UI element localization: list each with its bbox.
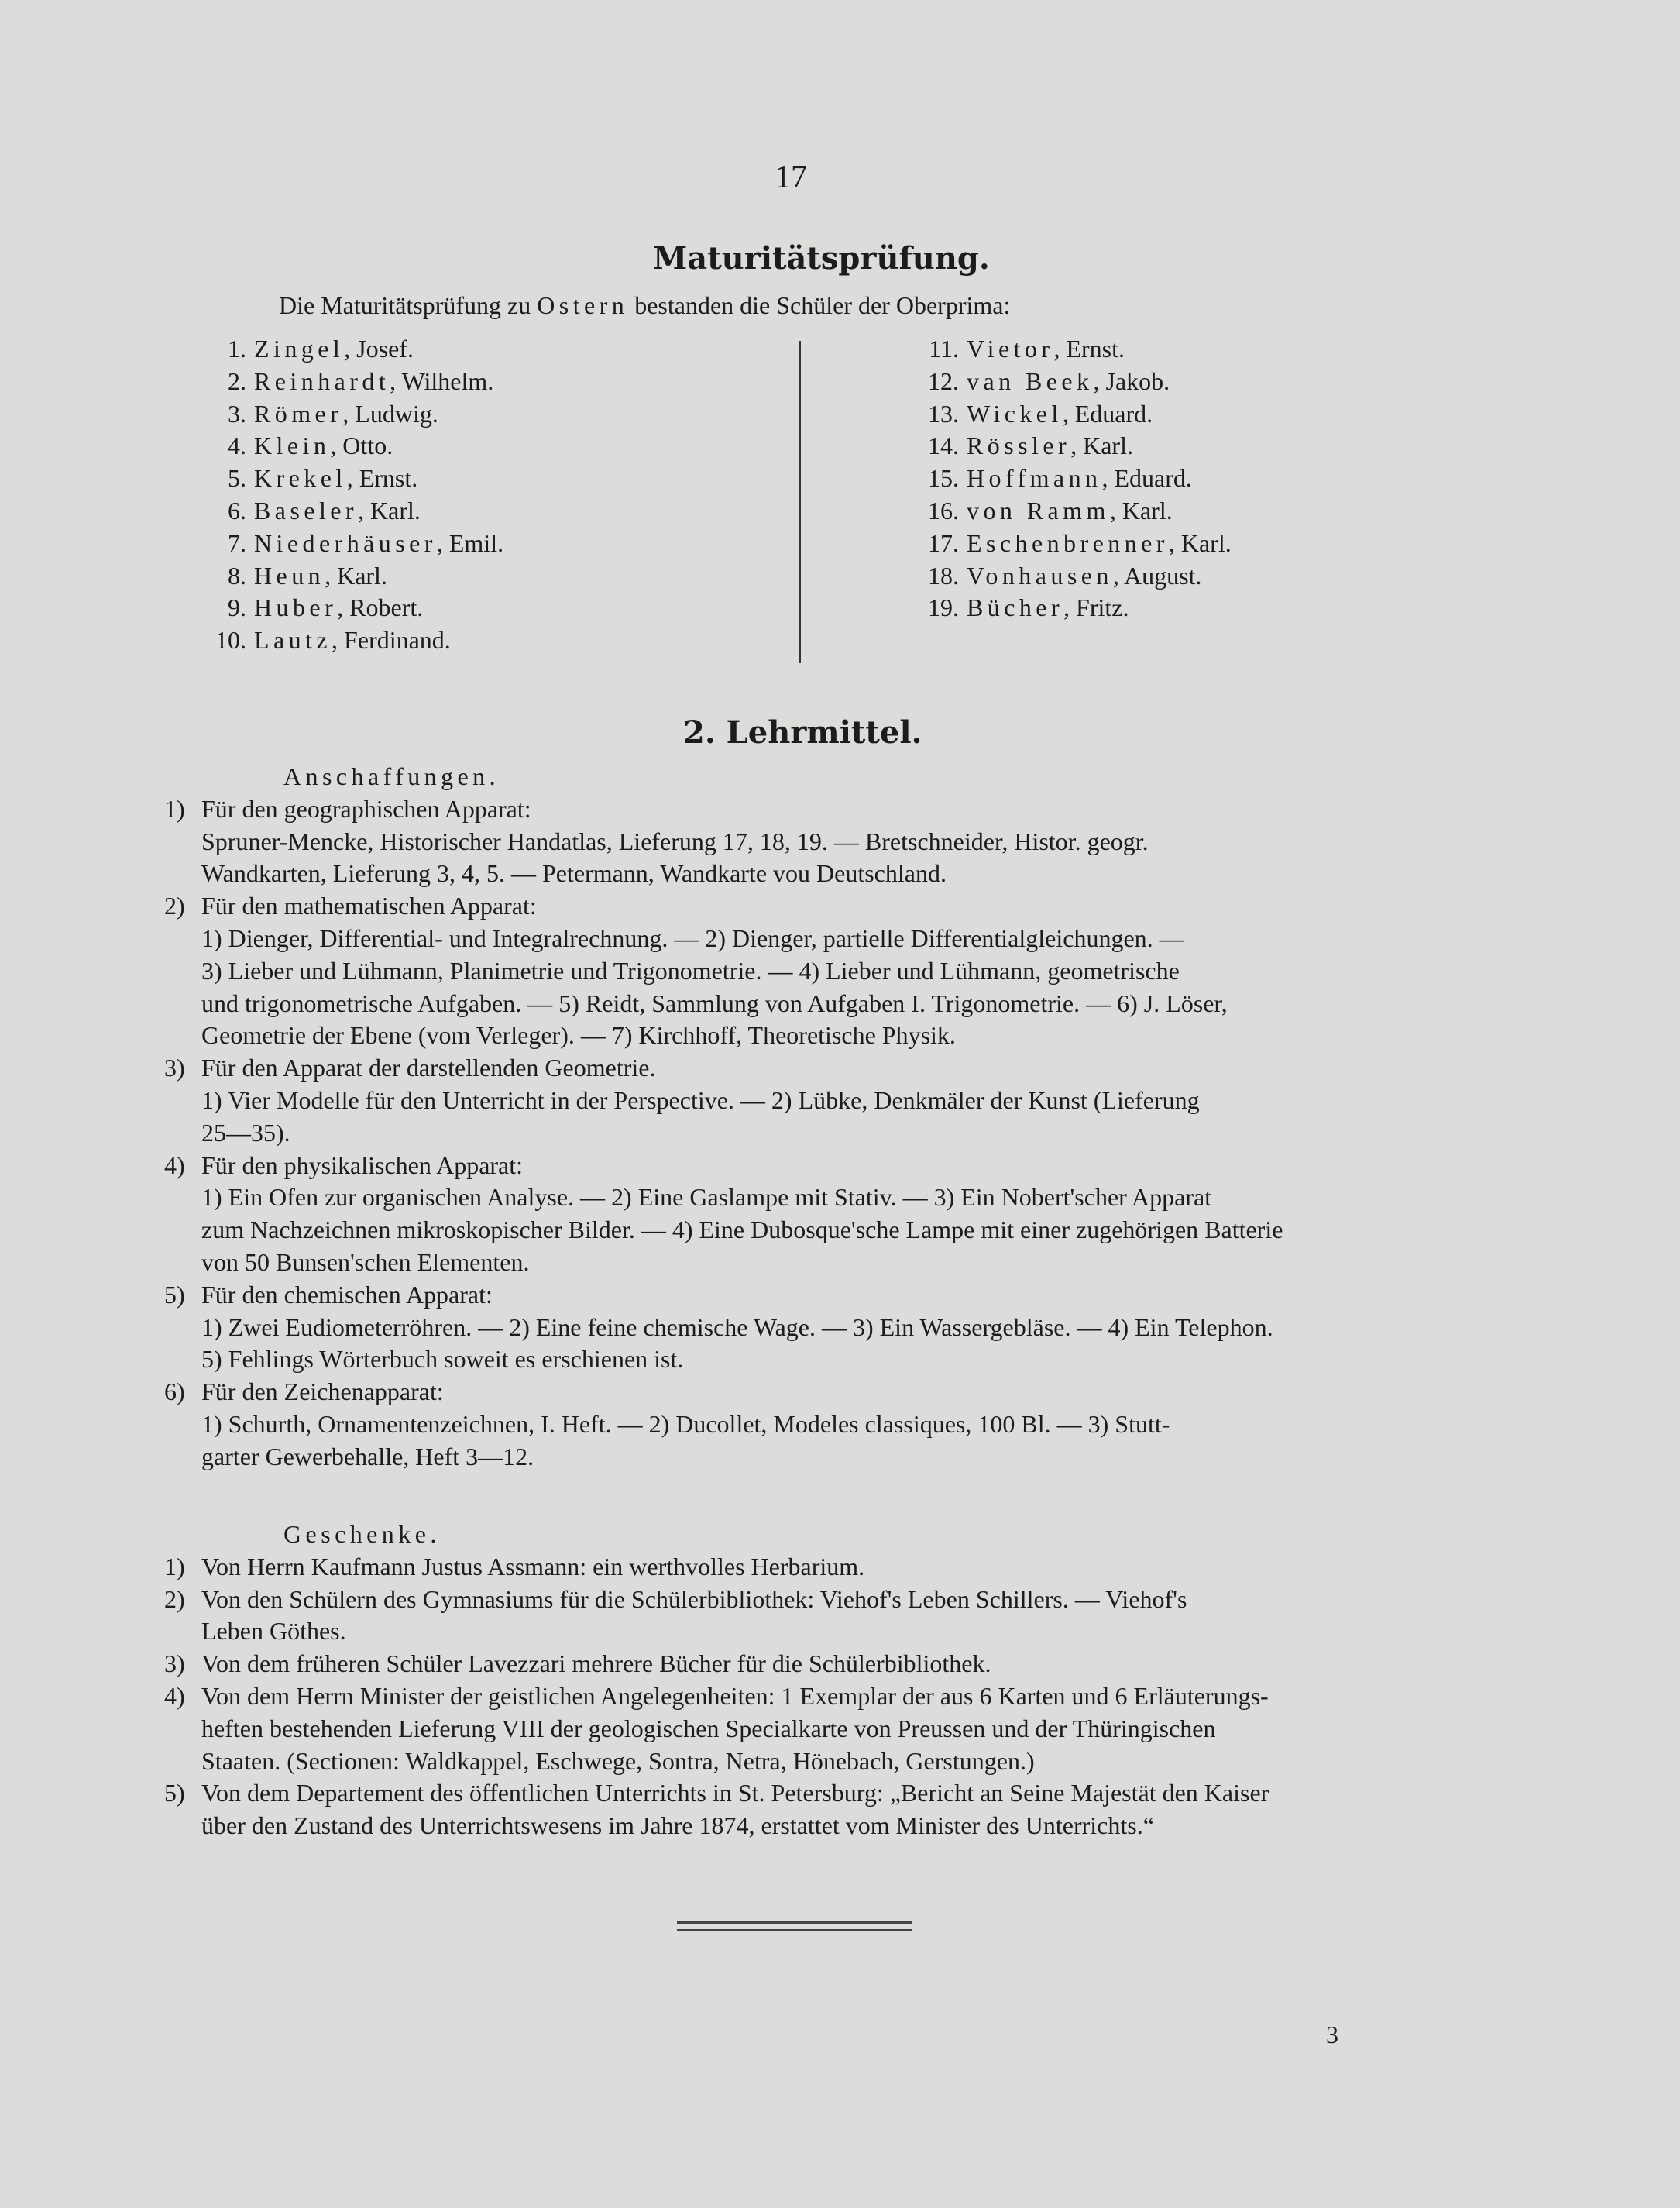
graduate-entry: 13. Wickel, Eduard. bbox=[914, 398, 1232, 431]
graduate-surname: Krekel bbox=[254, 464, 347, 493]
graduate-entry: 2. Reinhardt, Wilhelm. bbox=[201, 366, 503, 398]
graduate-given-name: Karl. bbox=[370, 496, 421, 524]
graduate-given-name: Robert. bbox=[349, 593, 424, 622]
intro-text-end: bestanden die Schüler der Oberprima: bbox=[628, 291, 1011, 319]
donation-text: über den Zustand des Unterrichtswesens im Jahre 1874, erstattet vom Minister des Unterrichts.“ bbox=[201, 1811, 1154, 1840]
acquisition-text: garter Gewerbehalle, Heft 3—12. bbox=[201, 1442, 534, 1470]
graduate-number: 19. bbox=[928, 593, 959, 622]
graduate-entry: 16. von Ramm, Karl. bbox=[914, 495, 1232, 528]
graduate-given-name: Karl. bbox=[337, 561, 387, 590]
graduate-number: 15. bbox=[928, 464, 959, 493]
graduate-given-name: Eduard. bbox=[1074, 399, 1153, 428]
graduate-given-name: Ernst. bbox=[359, 464, 418, 493]
graduate-number: 12. bbox=[928, 366, 959, 395]
graduate-entry: 18. Vonhausen, August. bbox=[914, 560, 1232, 593]
graduate-entry: 19. Bücher, Fritz. bbox=[914, 592, 1232, 624]
acquisition-text: 1) Schurth, Ornamentenzeichnen, I. Heft. — 2) Ducollet, Modeles classiques, 100 Bl. — 3) Stutt- bbox=[201, 1409, 1170, 1438]
graduate-number: 1. bbox=[228, 335, 246, 363]
graduate-entry: 12. van Beek, Jakob. bbox=[914, 366, 1232, 398]
graduate-surname: Lautz bbox=[254, 626, 332, 655]
graduate-number: 14. bbox=[928, 432, 959, 460]
donation-item: 5) Von dem Departement des öffentlichen Unterrichts in St. Petersburg: „Bericht an Seine Majestät den Kaiser bbox=[164, 1779, 1269, 1807]
donation-item: 4) Von dem Herrn Minister der geistlichen Angelegenheiten: 1 Exemplar der aus 6 Karten und 6 Erläuterungs- bbox=[164, 1681, 1269, 1710]
donation-text: Staaten. (Sectionen: Waldkappel, Eschwege, Sontra, Netra, Hönebach, Gerstungen.) bbox=[201, 1746, 1035, 1775]
graduate-entry: 6. Baseler, Karl. bbox=[201, 495, 503, 528]
graduate-number: 17. bbox=[928, 528, 959, 557]
acquisition-text: Spruner-Mencke, Historischer Handatlas, Lieferung 17, 18, 19. — Bretschneider, Histor. geogr. bbox=[201, 827, 1149, 855]
graduate-number: 2. bbox=[228, 366, 246, 395]
acquisition-text: 1) Vier Modelle für den Unterricht in der Perspective. — 2) Lübke, Denkmäler der Kunst (Lieferung bbox=[201, 1085, 1200, 1114]
graduate-number: 3. bbox=[228, 399, 246, 428]
graduate-given-name: August. bbox=[1124, 561, 1202, 590]
graduate-given-name: Eduard. bbox=[1114, 464, 1192, 493]
graduate-given-name: Karl. bbox=[1180, 528, 1232, 557]
graduate-surname: Rössler bbox=[967, 432, 1071, 460]
graduate-surname: Reinhardt bbox=[254, 366, 390, 395]
graduate-number: 10. bbox=[215, 626, 246, 655]
donation-text: heften bestehenden Lieferung VIII der geologischen Specialkarte von Preussen und der Thüringischen bbox=[201, 1714, 1216, 1742]
signature-mark: 3 bbox=[1326, 2021, 1338, 2048]
acquisition-item: 5) Für den chemischen Apparat: bbox=[164, 1280, 493, 1309]
graduate-number: 8. bbox=[228, 561, 246, 590]
acquisition-text: 1) Ein Ofen zur organischen Analyse. — 2) Eine Gaslampe mit Stativ. — 3) Ein Nobert'scher Apparat bbox=[201, 1183, 1212, 1212]
graduate-number: 9. bbox=[228, 593, 246, 622]
acquisition-text: 25—35). bbox=[201, 1118, 290, 1147]
graduate-entry: 7. Niederhäuser, Emil. bbox=[201, 528, 503, 560]
graduate-given-name: Ferdinand. bbox=[344, 626, 451, 655]
acquisition-item: 3) Für den Apparat der darstellenden Geometrie. bbox=[164, 1054, 656, 1082]
donation-text: Leben Göthes. bbox=[201, 1617, 346, 1646]
graduate-surname: Huber bbox=[254, 593, 338, 622]
graduate-surname: Klein bbox=[254, 432, 331, 460]
graduate-given-name: Emil. bbox=[448, 528, 504, 557]
acquisition-item: 6) Für den Zeichenapparat: bbox=[164, 1377, 444, 1406]
donations-block bbox=[164, 1518, 1476, 1842]
graduate-number: 11. bbox=[929, 335, 959, 363]
graduate-number: 4. bbox=[228, 432, 246, 460]
page-number: 17 bbox=[775, 160, 807, 195]
graduate-entry: 11. Vietor, Ernst. bbox=[914, 333, 1232, 366]
graduate-surname: Heun bbox=[254, 561, 325, 590]
acquisitions-block bbox=[164, 761, 1476, 1474]
graduate-surname: Hoffmann bbox=[967, 464, 1102, 493]
graduate-surname: Zingel bbox=[254, 335, 345, 363]
graduate-number: 18. bbox=[928, 561, 959, 590]
graduate-entry: 15. Hoffmann, Eduard. bbox=[914, 463, 1232, 495]
exam-intro bbox=[279, 291, 1010, 320]
graduate-surname: Vonhausen bbox=[967, 561, 1113, 590]
graduate-given-name: Wilhelm. bbox=[401, 366, 494, 395]
graduate-given-name: Ernst. bbox=[1066, 335, 1125, 363]
graduate-given-name: Otto. bbox=[342, 432, 393, 460]
graduate-entry: 14. Rössler, Karl. bbox=[914, 430, 1232, 463]
graduate-surname: von Ramm bbox=[967, 496, 1110, 524]
donation-item: 3) Von dem früheren Schüler Lavezzari mehrere Bücher für die Schülerbibliothek. bbox=[164, 1649, 991, 1678]
graduate-given-name: Josef. bbox=[356, 335, 414, 363]
graduate-surname: Wickel bbox=[967, 399, 1063, 428]
section-title-maturitaetspruefung: Maturitätsprüfung. bbox=[653, 240, 990, 277]
closing-rule-bottom bbox=[677, 1929, 912, 1931]
graduate-entry: 4. Klein, Otto. bbox=[201, 430, 503, 463]
acquisition-item: 2) Für den mathematischen Apparat: bbox=[164, 892, 537, 920]
graduate-surname: Eschenbrenner bbox=[967, 528, 1169, 557]
graduate-number: 13. bbox=[928, 399, 959, 428]
intro-text: Die Maturitätsprüfung zu bbox=[279, 291, 538, 319]
graduate-entry: 17. Eschenbrenner, Karl. bbox=[914, 528, 1232, 560]
acquisition-item: 1) Für den geographischen Apparat: bbox=[164, 794, 531, 823]
graduate-entry: 1. Zingel, Josef. bbox=[201, 333, 503, 366]
graduate-number: 6. bbox=[228, 496, 246, 524]
graduate-surname: van Beek bbox=[967, 366, 1094, 395]
graduate-given-name: Jakob. bbox=[1105, 366, 1170, 395]
graduate-number: 7. bbox=[228, 528, 246, 557]
graduate-surname: Niederhäuser bbox=[254, 528, 437, 557]
graduate-surname: Vietor bbox=[967, 335, 1054, 363]
acquisition-text: 1) Zwei Eudiometerröhren. — 2) Eine feine chemische Wage. — 3) Ein Wassergebläse. — 4) Ein Telephon. bbox=[201, 1312, 1273, 1341]
acquisition-text: 1) Dienger, Differential- und Integralrechnung. — 2) Dienger, partielle Differentialgleichungen. — bbox=[201, 923, 1184, 952]
acquisition-text: Geometrie der Ebene (vom Verleger). — 7) Kirchhoff, Theoretische Physik. bbox=[201, 1021, 956, 1050]
donation-item: 2) Von den Schülern des Gymnasiums für die Schülerbibliothek: Viehof's Leben Schillers. — Viehof's bbox=[164, 1584, 1187, 1613]
graduate-list-left bbox=[201, 333, 503, 657]
acquisition-text: zum Nachzeichnen mikroskopischer Bilder. — 4) Eine Dubosque'sche Lampe mit einer zugehörigen Batterie bbox=[201, 1216, 1283, 1244]
graduate-surname: Römer bbox=[254, 399, 343, 428]
intro-term: Ostern bbox=[537, 291, 629, 319]
graduate-entry: 8. Heun, Karl. bbox=[201, 560, 503, 593]
acquisitions-heading: Anschaffungen. bbox=[283, 762, 500, 790]
graduate-given-name: Karl. bbox=[1083, 432, 1133, 460]
graduate-number: 5. bbox=[228, 464, 246, 493]
graduate-number: 16. bbox=[928, 496, 959, 524]
graduate-entry: 10. Lautz, Ferdinand. bbox=[201, 624, 503, 657]
donation-item: 1) Von Herrn Kaufmann Justus Assmann: ein werthvolles Herbarium. bbox=[164, 1552, 865, 1580]
graduate-list-right bbox=[914, 333, 1232, 624]
section-title-lehrmittel: 2. Lehrmittel. bbox=[683, 714, 922, 751]
acquisition-text: 5) Fehlings Wörterbuch soweit es erschienen ist. bbox=[201, 1345, 684, 1374]
column-divider bbox=[799, 341, 801, 663]
graduate-given-name: Karl. bbox=[1122, 496, 1173, 524]
graduate-surname: Baseler bbox=[254, 496, 359, 524]
acquisition-text: und trigonometrische Aufgaben. — 5) Reidt, Sammlung von Aufgaben I. Trigonometrie. — 6) J. Löser, bbox=[201, 989, 1228, 1017]
graduate-entry: 3. Römer, Ludwig. bbox=[201, 398, 503, 431]
graduate-surname: Bücher bbox=[967, 593, 1064, 622]
closing-rule-top bbox=[677, 1921, 912, 1924]
acquisition-text: Wandkarten, Lieferung 3, 4, 5. — Petermann, Wandkarte vou Deutschland. bbox=[201, 859, 947, 888]
graduate-entry: 5. Krekel, Ernst. bbox=[201, 463, 503, 495]
acquisition-text: 3) Lieber und Lühmann, Planimetrie und Trigonometrie. — 4) Lieber und Lühmann, geometrische bbox=[201, 956, 1180, 985]
graduate-given-name: Fritz. bbox=[1076, 593, 1129, 622]
graduate-entry: 9. Huber, Robert. bbox=[201, 592, 503, 624]
acquisition-text: von 50 Bunsen'schen Elementen. bbox=[201, 1247, 530, 1276]
donations-heading: Geschenke. bbox=[283, 1520, 441, 1548]
graduate-given-name: Ludwig. bbox=[355, 399, 438, 428]
acquisition-item: 4) Für den physikalischen Apparat: bbox=[164, 1150, 524, 1179]
